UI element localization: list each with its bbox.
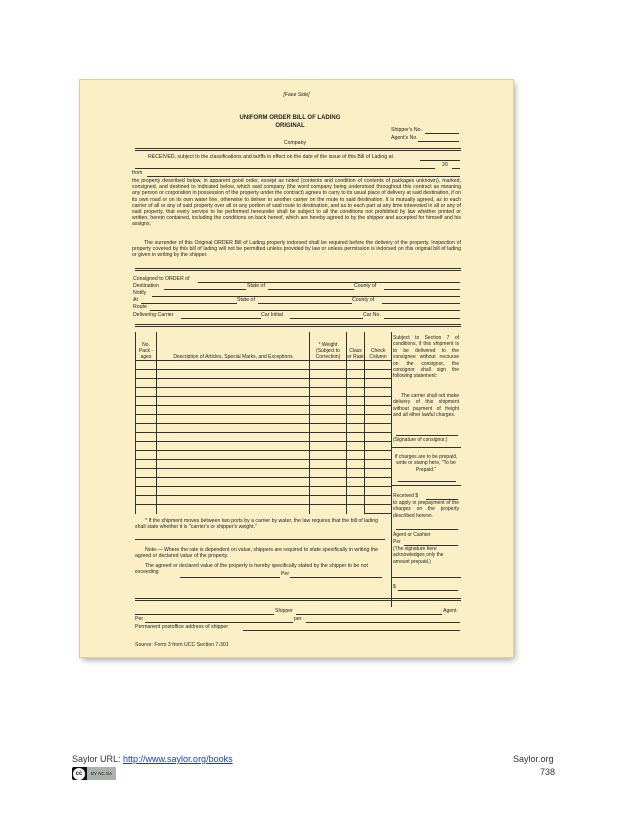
side-ack-note: (The signature here acknowledges only the amount prepaid.) bbox=[393, 546, 444, 565]
table-row bbox=[136, 469, 392, 478]
side-per-label: Per bbox=[393, 539, 401, 545]
col-check: Check Column bbox=[365, 332, 392, 361]
table-row bbox=[136, 487, 392, 496]
route-label: Route bbox=[133, 304, 147, 310]
side-section7-note: Subject to Section 7 of conditions, if this shipment is to be delivered to the consignee without recourse on the consignor, the consignor shall sign the following statement: bbox=[393, 335, 459, 380]
col-no-packages: No. Pack -ages bbox=[136, 332, 157, 361]
table-row bbox=[136, 460, 392, 469]
col-weight: * Weight (Subject to Correction) bbox=[310, 332, 347, 361]
table-row bbox=[136, 361, 392, 370]
table-row bbox=[136, 406, 392, 415]
state-of-label-1: State of bbox=[247, 283, 265, 289]
car-initial-label: Car Initial bbox=[261, 312, 283, 318]
side-prepaid-note: If charges are to be prepaid, write or stamp here, "To be Prepaid." bbox=[394, 454, 458, 473]
agents-no-label: Agent's No. bbox=[391, 135, 418, 141]
table-row bbox=[136, 478, 392, 487]
surrender-paragraph: The surrender of this Original ORDER Bill of Lading properly indorsed shall be required before the delivery of the property. Inspection of property covered by this bill of lading will not be permitted unless provided by law or unless permission is indorsed on this original bill of lading or given in writing by the shipper. bbox=[132, 240, 461, 259]
side-apply-note: to apply in prepayment of the charges on the property described hereon. bbox=[393, 500, 459, 519]
table-row bbox=[136, 415, 392, 424]
table-row bbox=[136, 379, 392, 388]
per-lower-label-2: per bbox=[294, 616, 302, 622]
cc-license-badge[interactable] bbox=[72, 767, 116, 780]
destination-label: Destination bbox=[133, 283, 159, 289]
car-no-label: Car No. bbox=[363, 312, 381, 318]
weight-footnote: * If the shipment moves between two ports by a carrier by water, the law requires that the bill of lading shall state whether it is "carrier's or shipper's weight." bbox=[135, 518, 378, 531]
face-side-label: [Face Side] bbox=[283, 92, 310, 98]
contract-paragraph: the property described below, in apparent good order, except as noted (contents and condition of contents of packages unknown), marked, consigned, and destined to indicated below, which said company (the word company being understood throughout this contract as meaning any person or corporation in possession of the property under the contract) agrees to carry to its usual place of delivery at said destination, if on its own road or on its own water line, otherwise to deliver to another carrier on the route to said destination. It is mutually agreed, as to each carrier of all or any of said property over all or any portion of said route to destination, and as to each part at any time interested in all or any of said property, that every service to be performed hereunder shall be subject to all the conditions not prohibited by law whether printed or written, herein contained, including the conditions on back hereof, which are hereby agreed to by the shipper and accepted for himself and his assigns. bbox=[132, 178, 462, 228]
table-row bbox=[136, 442, 392, 451]
col-description: Description of Articles, Special Marks, and Exceptions bbox=[157, 332, 310, 361]
company-label: Company bbox=[283, 140, 307, 146]
table-row bbox=[136, 424, 392, 433]
table-row bbox=[136, 370, 392, 379]
source-note: Source: Form 3 from UCC Section 7-301 bbox=[135, 642, 229, 648]
table-row bbox=[136, 388, 392, 397]
saylor-url-link[interactable]: http://www.saylor.org/books bbox=[123, 754, 233, 764]
table-row bbox=[136, 505, 392, 514]
form-title: UNIFORM ORDER BILL OF LADING bbox=[239, 115, 341, 121]
notify-label: Notify bbox=[133, 290, 147, 296]
rate-note: Note.— Where the rate is dependent on value, shippers are required to state specifically in writing the agreed or declared value of the property. bbox=[135, 547, 378, 560]
table-row bbox=[136, 451, 392, 460]
table-row bbox=[136, 496, 392, 505]
side-dollar-label: $ bbox=[393, 584, 396, 590]
county-of-label-1: County of bbox=[354, 283, 377, 289]
page-number: 738 bbox=[540, 767, 556, 777]
state-of-label-2: State of bbox=[237, 297, 255, 303]
shipper-label: Shipper bbox=[275, 608, 293, 614]
table-row bbox=[136, 397, 392, 406]
per-label: Per bbox=[281, 571, 290, 577]
bill-of-lading-form bbox=[80, 80, 513, 657]
at-label: At bbox=[133, 297, 138, 303]
agent-label: Agent bbox=[443, 608, 457, 614]
side-signature-label: (Signature of consignor.) bbox=[393, 437, 448, 443]
shippers-no-label: Shipper's No. bbox=[391, 127, 422, 133]
cc-license-terms: BY NC SA bbox=[87, 767, 116, 780]
cc-icon: cc bbox=[73, 768, 85, 780]
saylor-url-label: Saylor URL: bbox=[72, 754, 121, 764]
side-agent-cashier-label: Agent or Cashier bbox=[393, 532, 431, 538]
form-subtitle: ORIGINAL bbox=[275, 123, 305, 129]
saylor-url-line bbox=[72, 754, 233, 764]
year-label: 20 bbox=[442, 162, 448, 168]
per-lower-label-1: Per bbox=[135, 616, 144, 622]
consigned-label: Consigned to ORDER of bbox=[133, 276, 190, 282]
side-received-label: Received $ bbox=[393, 493, 419, 499]
table-row bbox=[136, 433, 392, 442]
received-text: RECEIVED, subject to the classifications and tariffs in effect on the date of the issue of this Bill of Lading at bbox=[148, 154, 393, 160]
site-name: Saylor.org bbox=[513, 754, 554, 764]
permanent-address-label: Permanent postoffice address of shipper bbox=[135, 624, 229, 630]
articles-table bbox=[135, 332, 392, 514]
delivering-carrier-label: Delivering Carrier bbox=[133, 312, 174, 318]
from-label: from bbox=[132, 170, 143, 176]
side-carrier-note: The carrier shall not make delivery of this shipment without payment of freight and all other lawful charges. bbox=[393, 393, 459, 419]
col-class-rate: Class or Rate bbox=[347, 332, 365, 361]
agreed-value-note: The agreed or declared value of the property is hereby specifically stated by the shipper to be not exceeding bbox=[135, 563, 368, 576]
county-of-label-2: County of bbox=[352, 297, 375, 303]
